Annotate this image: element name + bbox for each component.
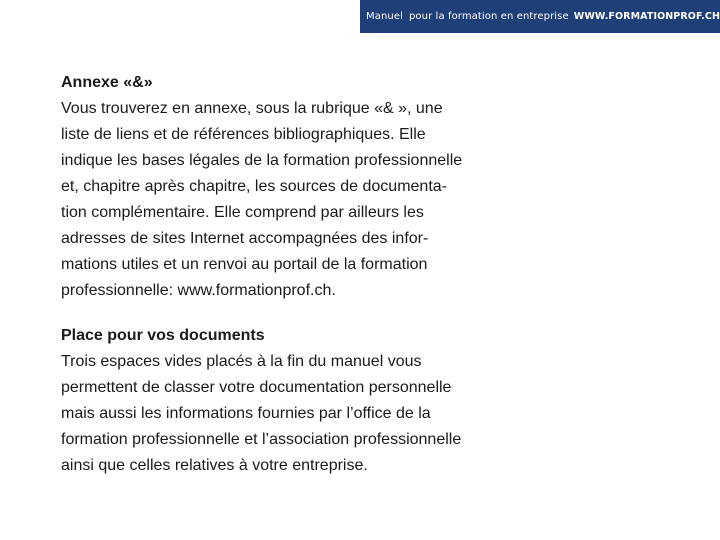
section-title: Annexe «&» [61, 74, 153, 91]
section-annexe [61, 70, 531, 304]
paragraph-line: permettent de classer votre documentation personnelle [61, 379, 452, 396]
paragraph-line: ainsi que celles relatives à votre entreprise. [61, 457, 368, 474]
paragraph-line: Trois espaces vides placés à la fin du manuel vous [61, 353, 422, 370]
paragraph-line: indique les bases légales de la formation professionnelle [61, 152, 463, 169]
paragraph-line: et, chapitre après chapitre, les sources de documenta- [61, 178, 447, 195]
paragraph-line: mations utiles et un renvoi au portail de la formation [61, 256, 428, 273]
paragraph-line: Vous trouverez en annexe, sous la rubrique «& », une [61, 100, 443, 117]
header-subtitle: pour la formation en entreprise [408, 11, 569, 22]
paragraph-line: mais aussi les informations fournies par l’office de la [61, 405, 431, 422]
header-manual-label: Manuel [366, 11, 403, 22]
section-title: Place pour vos documents [61, 327, 265, 344]
paragraph-line: tion complémentaire. Elle comprend par ailleurs les [61, 204, 424, 221]
header-url-link[interactable]: WWW.FORMATIONPROF.CH [573, 11, 720, 22]
paragraph-line: liste de liens et de références bibliographiques. Elle [61, 126, 426, 143]
paragraph-line: adresses de sites Internet accompagnées des infor- [61, 230, 429, 247]
section-spacer [61, 304, 531, 323]
section-place-documents [61, 323, 531, 479]
document-body [61, 70, 531, 479]
header-bar [360, 0, 720, 33]
paragraph-line: formation professionnelle et l’association professionnelle [61, 431, 462, 448]
paragraph-line: professionnelle: www.formationprof.ch. [61, 282, 336, 299]
